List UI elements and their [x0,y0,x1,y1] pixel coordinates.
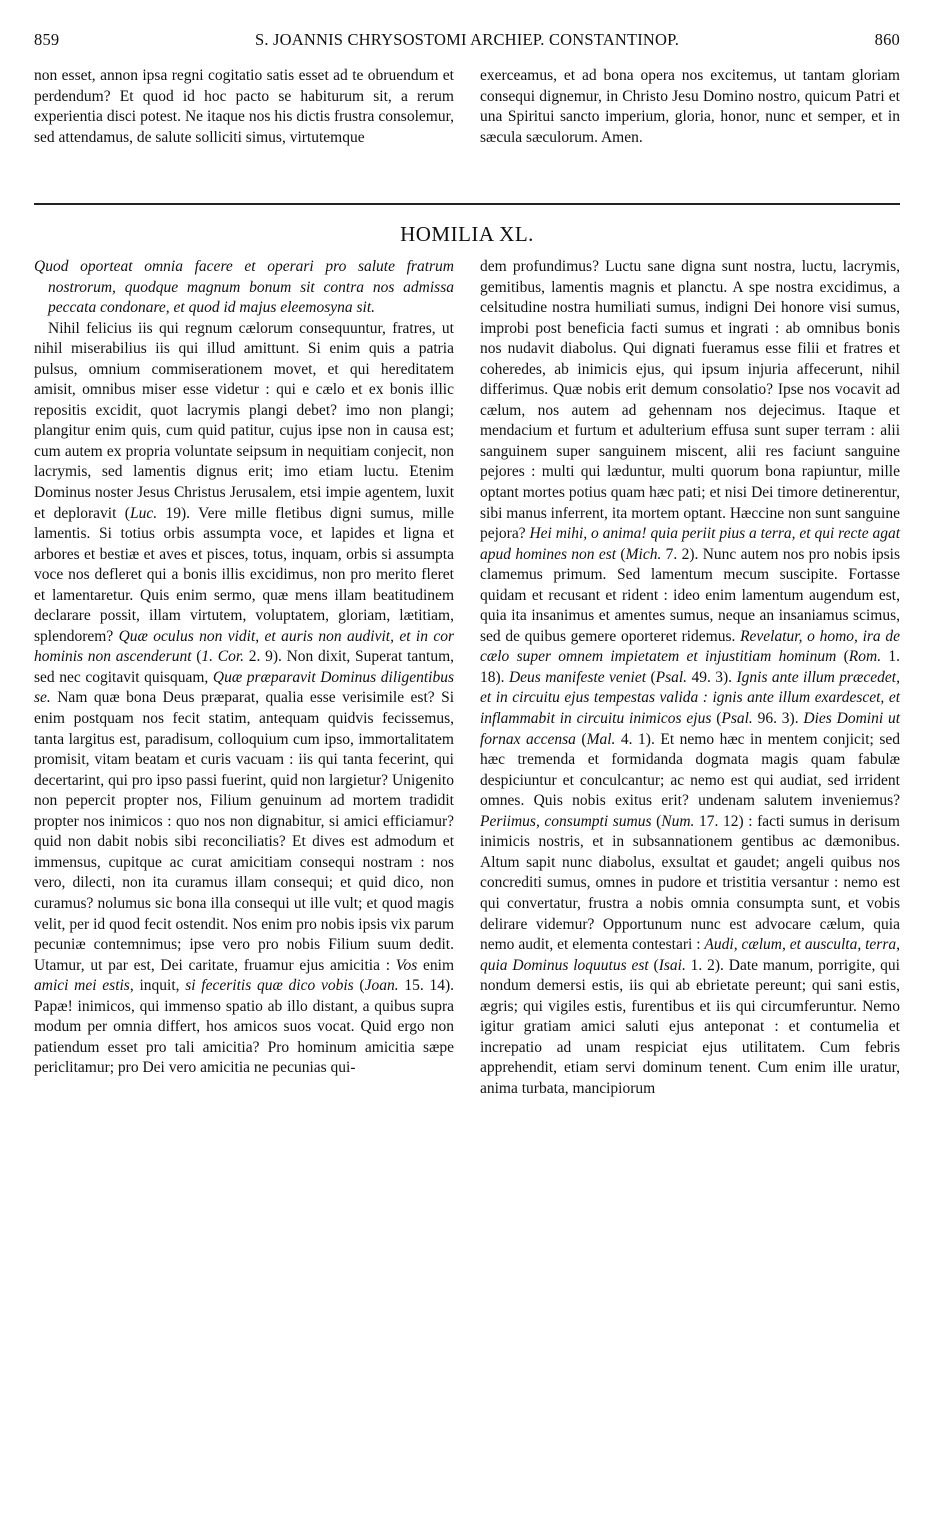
text-run: 15. 14). Papæ! inimicos, qui immenso spatio ab illo distant, a quibus supra modum per omnia differt, hos amicos suos vocat. Quid ergo non patiendum esset pro tali amicitia? Pro hominum amicitia sæpe periclitamur; pro Dei vero amicitia ne pecunias qui- [34,977,454,1077]
scripture-quote: Dies Domini ut fornax accensa [480,710,901,748]
text-run: 17. 12) : facti sumus in derisum inimicis nostris, et in subsannationem gentibus ac dæmonibus. Altum sapit nunc diabolus, exsultat et gaudet; angeli quibus nos concrediti sumus, omnes in pudore et tristitia versantur : nemo est qui convertatur, frustra a nobis omnia consumpta sunt, et vobis delirare videmur? Opportunum nunc est advocare cælum, quia nemo audit, et elementa contestari : [480,812,900,954]
homily-argument: Quod oporteat omnia facere et operari pro salute fratrum nostrorum, quodque magnum bonum sit contra nos admissa peccata condonare, et quod id majus eleemosyna sit. [34,258,454,317]
scripture-quote: Quæ oculus non vidit, et auris non audivit, et in cor hominis non ascenderunt [34,627,455,666]
homily-title: HOMILIA XL. [400,222,534,246]
right-column [480,257,900,1099]
citation: Num. [661,812,695,830]
running-head-title: S. JOANNIS CHRYSOSTOMI ARCHIEP. CONSTANTINOP. [254,30,680,49]
top-right-column: exerceamus, et ad bona opera nos excitemus, ut tantam gloriam consequi dignemur, in Christo Jesu Domino nostro, quicum Patri et una Spiritui sancto imperium, gloria, honor, nunc et semper, et in sæcula sæculorum. Amen. [480,67,900,146]
text-run: Nam quæ bona Deus præparat, qualia esse verisimile est? Si enim postquam nos fecit statim, antequam quidvis fecissemus, tanta largitus est, paradisum, colloquium cum ipso, immortalitatem promisit, vitam beatam et curis vacuam : iis qui tanta fecerint, qui decertarint, qui pro ipso passi fuerint, quid non largietur? Unigenito non pepercit propter nos, Filium genuinum ad mortem tradidit propter nos inimicos : quo nos non dignabitur, si amici efficiamur? quid non dabit nobis sibi reconciliatis? Et dives est admodum et immensus, cupitque ac curat amicitiam consequi nostram : nos vero, dilecti, non ita curamus illam consequi; et quid dico, non curamus? nolumus sic bona illa consequi ut ille vult; et quod magis velit, per id quod fecit ostendit. Nos enim pro nobis ipsis vix parum pecuniæ contemnimus; ipse vero pro nobis Filium suum dedit. Utamur, ut par est, Dei caritate, fruamur ejus amicitia : [34,689,454,974]
text-run: 1. 2). Date manum, porrigite, qui nondum demersi estis, iis qui ab ebrietate pereunt; qui sani estis, ægris; qui vigiles estis, furentibus et iis qui circumferuntur. Nemo igitur gratiam amici saluti ejus anteponat : et contumelia et increpatio ad unam respiciat ejus utilitatem. Cum febris apprehendit, etiam servi dominum tenent. Cum enim ille uratur, anima turbata, mancipiorum [480,956,900,1097]
citation: Joan. [364,977,399,995]
scripture-quote: amici mei estis [34,977,130,995]
text-run: ( [575,730,587,748]
text-run: 1. 18). [480,648,900,686]
text-run: ( [646,668,656,686]
text-run: ( [648,956,659,974]
scripture-quote: Hei mihi, o anima! quia periit pius a terra, et qui recte agat apud homines non est [480,525,901,563]
citation: Isai. [658,956,686,974]
section-divider [34,203,900,205]
scripture-quote: Periimus, consumpti sumus [480,812,652,830]
text-run: , inquit, [129,977,186,995]
text-run: 7. 2). Nunc autem nos pro nobis ipsis clamemus primum. Sed lamentum mecum suscipite. Fortasse quidam et recusant et rident : ideo enim lamentum augendum est, quia ita insanimus et amentes sumus, neque an insaniamus scimus, sed de quibus gemere oporteret ridemus. [480,545,900,645]
citation: Mich. [625,545,662,563]
text-run: enim [417,956,454,974]
page-number-right: 860 [874,30,900,49]
scripture-quote: Revelatur, o homo, ira de cælo super omnem impietatem et injustitiam hominum [480,627,900,666]
text-run: ( [191,648,202,666]
citation: Psal. [655,668,688,686]
text-run: ( [651,812,662,830]
text-run: Nihil felicius iis qui regnum cælorum consequuntur, fratres, ut nihil miserabilius iis qui illud amittunt. Si enim quis a patria pulsus, omnium commiserationem movet, et qui hereditatem amisit, omnibus miser esse videtur : qui e cælo et ex bonis illic repositis excidit, quot lacrymis plangi debet? imo non plangi; plangitur enim quis, cum quid patitur, cujus ipse non in causa est; cum autem ex propria voluntate seipsum in nequitiam conjecit, non lacrymis, sed lamentis dignus erit; imo etiam luctu. Etenim Dominus noster Jesus Christus Jerusalem, etsi impie agentem, luxit et deploravit ( [34,319,454,522]
page-number-left: 859 [34,30,60,49]
scripture-quote: Deus manifeste veniet [508,668,647,686]
text-run: dem profundimus? Luctu sane digna sunt nostra, luctu, lacrymis, gemitibus, lamentis magnis et planctu. A spe nostra excidimus, a celsitudine nostra humiliati sumus, indigni Dei honore visi sumus, improbi post beneficia facti sumus et ingrati : ab omnibus bonis nos nudavit diabolus. Qui dignati fueramus esse filii et fratres et coheredes, ab inimicis ejus, qui ipsum injuria affecerunt, nihil differimus. Quæ nobis erit demum consolatio? Ipse nos vocavit ad cælum, nos autem ad gehennam nos dejecimus. Itaque et mendacium et furtum et adulterium effusa sunt super terram : alii sanguinem super sanguinem miscent, alii res faciunt sanguine pejores : multi qui læduntur, multi quorum bona rapiuntur, mille optant mortes potius quam hæc pati; et nisi Dei timore detinerentur, sibi manus inferrent, ita mortem optant. Hæccine non sunt sanguine pejora? [480,258,900,543]
scripture-quote: Quæ præparavit Dominus diligentibus se. [34,668,454,707]
citation: 1. Cor. [201,648,245,666]
text-run: 4. 1). Et nemo hæc in mentem conjicit; sed hæc tremenda et formidanda dogmata magis quam fabulæ despiciuntur et conculcantur; ac nemo est qui audiat, sed irrident omnes. Quis nobis exitus erit? undenam salutem inveniemus? [480,730,901,810]
text-run: 96. 3). [752,710,804,728]
text-run: 19). Vere mille fletibus digni sumus, mille lamentis. Si totius orbis assumpta voce, et lapides et ligna et arbores et bestiæ et aves et pisces, totus, inquam, orbis si assumpta voce nos defleret qui a bonis illis excidimus, non pro merito fleret et lamentaretur. Quis enim sermo, quæ mens illam beatitudinem declarare possit, illam virtutem, voluptatem, gloriam, lætitiam, splendorem? [34,504,454,645]
top-left-column: non esset, annon ipsa regni cogitatio satis esset ad te obruendum et perdendum? Et quod id hoc pacto se habiturum sit, a rerum experientia disci potest. Ne itaque nos his dictis frustra consolemur, sed attendamus, de salute solliciti simus, virtutemque [34,67,454,146]
scripture-quote: si feceritis quæ dico vobis [185,977,354,995]
left-column [34,257,454,1079]
citation: Psal. [721,710,753,728]
text-run: ( [836,648,849,666]
citation: Luc. [129,504,158,522]
scripture-quote: Vos [395,956,418,974]
scripture-quote: Audi, cælum, et ausculta, terra, quia Dominus loquutus est [480,936,900,974]
text-run: 49. 3). [687,668,737,686]
left-column-text [34,319,454,1079]
text-run: ( [353,977,365,995]
citation: Mal. [586,730,616,748]
citation: Rom. [848,648,882,666]
running-header [34,30,900,52]
scripture-quote: Ignis ante illum præcedet, et in circuitu ejus tempestas valida : ignis ante illum exardescet, et inflammabit in circuitu inimicos ejus [480,668,900,728]
right-column-text [480,257,900,1099]
text-run: ( [616,545,626,563]
text-run: 2. 9). Non dixit, Superat tantum, sed nec cogitavit quisquam, [34,648,455,686]
text-run: ( [711,710,722,728]
homily-body [34,257,900,1527]
